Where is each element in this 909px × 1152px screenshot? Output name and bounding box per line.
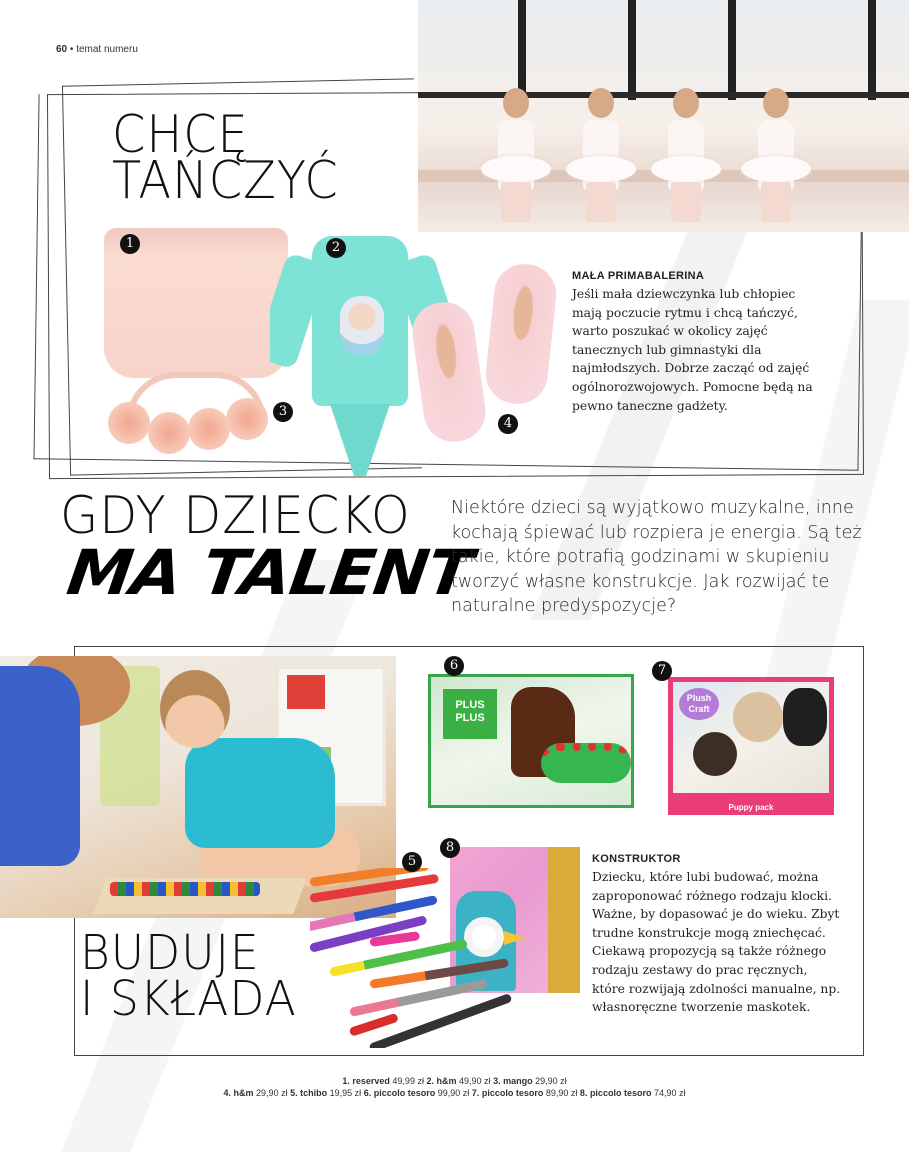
caption-text: Dziecku, które lubi budować, można zaproponować różnego rodzaju klocki. Ważne, by dopasować je do wieku. Zbyt trudne konstrukcje mogą zniechęcać. Ciekawą propozycją są także różnego rodzaju zestawy do prac ręcznych, które rozwijają zdolności manualne, np. własnoręczne tworzenie maskotek.	[592, 870, 841, 1015]
product-flower-headband	[108, 372, 278, 462]
brand-logo: PLUS PLUS	[443, 689, 497, 739]
brand-logo: Plush Craft	[679, 688, 719, 720]
product-number-badge: 3	[273, 402, 293, 422]
build-caption	[592, 853, 842, 1017]
dance-caption	[572, 270, 822, 415]
section-name: temat numeru	[76, 44, 138, 55]
product-number-badge: 8	[440, 838, 460, 858]
page-number: 60	[56, 44, 68, 55]
price-line-2: 4. h&m 29,90 zł 5. tchibo 19,95 zł 6. piccolo tesoro 99,90 zł 7. piccolo tesoro 89,90 zł 8. piccolo tesoro 74,90 zł	[223, 1088, 686, 1098]
product-plus-plus-dinosaurs	[428, 674, 634, 808]
build-section-title: BUDUJE I SKŁADA	[80, 925, 297, 1027]
product-plush-craft-puppy-pack	[668, 677, 834, 815]
ballet-dancers-photo	[418, 0, 909, 232]
product-number-badge: 7	[652, 661, 672, 681]
caption-kicker: MAŁA PRIMABALERINA	[572, 270, 705, 282]
product-number-badge: 5	[402, 852, 422, 872]
caption-text: Jeśli mała dziewczynka lub chłopiec mają poczucie rytmu i chcą tańczyć, warto poszukać w okolicy zajęć tanecznych lub gimnastyki dla najmłodszych. Dobrze zacząć od zajęć ogólnorozwojowych. Pomocne będą na pewno taneczne gadżety.	[572, 287, 813, 413]
product-markers	[310, 868, 530, 1048]
product-number-badge: 4	[498, 414, 518, 434]
main-headline: GDY DZIECKO MA TALENT	[60, 486, 477, 609]
lead-paragraph: Niektóre dzieci są wyjątkowo muzykalne, inne kochają śpiewać lub rozpiera je energia. Są też takie, które potrafią godzinami w skupieniu tworzyć własne konstrukcje. Jak rozwijać te naturalne predyspozycje?	[451, 498, 862, 616]
product-number-badge: 1	[120, 234, 140, 254]
caption-kicker: KONSTRUKTOR	[592, 853, 681, 865]
product-number-badge: 6	[444, 656, 464, 676]
elsa-print	[340, 296, 384, 356]
product-number-badge: 2	[326, 238, 346, 258]
page-header: 60 • temat numeru	[56, 44, 138, 55]
dance-section-title: CHCĘ TAŃCZYĆ	[112, 105, 339, 211]
price-list	[0, 1075, 909, 1099]
box-label: Puppy pack	[728, 803, 774, 812]
price-line-1: 1. reserved 49,99 zł 2. h&m 49,90 zł 3. mango 29,90 zł	[342, 1076, 567, 1086]
